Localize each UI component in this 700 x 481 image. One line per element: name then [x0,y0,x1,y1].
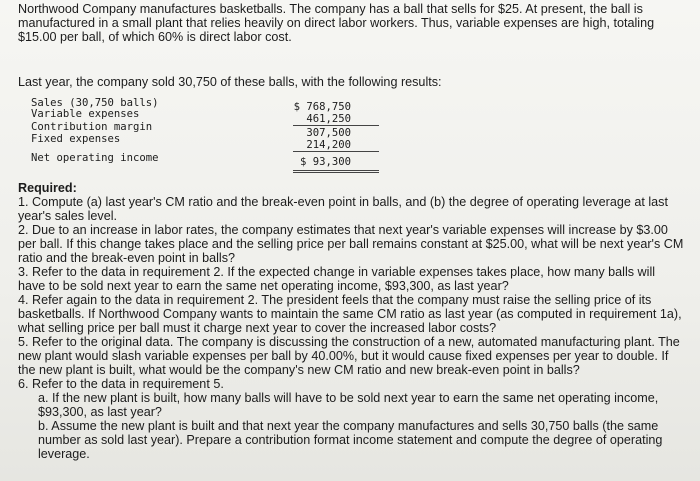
sub-requirement-item: b. Assume the new plant is built and that next year the company manufactures and sells 30,750 balls (the same number as sold last year). Prepare a contribution format income statement and compute the degree of operating leverage. [38,419,663,461]
requirement-item: 4. Refer again to the data in requirement 2. The president feels that the company must raise the selling price of its basketballs. If Northwood Company wants to maintain the same CM ratio as last year (as computed in requirement 1a), what selling price per ball must it charge next year to cover the increased labor costs? [18,293,682,335]
requirement-item: 5. Refer to the original data. The company is discussing the construction of a new, automated manufacturing plant. The new plant would slash variable expenses per ball by 40.00%, but it would cause fixed expenses per year to double. If the new plant is built, what would be the company's new CM ratio and new break-even point in balls? [18,335,680,377]
statement-double-rule [293,170,379,173]
statement-label: Net operating income [31,152,159,164]
statement-amount: $ 768,750 [293,101,351,113]
statement-amount: 461,250 [306,113,351,125]
statement-row-noi [31,152,361,168]
statement-amount: 214,200 [306,139,351,151]
sub-requirement-item: a. If the new plant is built, how many balls will have to be sold next year to earn the same net operating income, $93,300, as last year? [38,391,659,419]
requirement-item: 2. Due to an increase in labor rates, the company estimates that next year's variable expenses will increase by $3.00 per ball. If this change takes place and the selling price per ball remains constant at $25.00, what will be next year's CM ratio and the break-even point in balls? [18,223,684,265]
problem-intro: Northwood Company manufactures basketballs. The company has a ball that sells for $25. At present, the ball is manufactured in a small plant that relies heavily on direct labor workers. Thus, variable expenses are high, totaling $15.00 per ball, of which 60% is direct labor cost. [18,2,655,44]
requirement-item: 3. Refer to the data in requirement 2. If the expected change in variable expenses takes place, how many balls will have to be sold next year to earn the same net operating income, $93,300, as last year? [18,265,656,293]
statement-label: Fixed expenses [31,133,121,145]
statement-label: Sales (30,750 balls) [31,97,159,109]
statement-row-variable [31,108,361,125]
requirements-section [18,181,684,461]
statement-label: Contribution margin [31,121,153,133]
last-year-text: Last year, the company sold 30,750 of these balls, with the following results: [18,75,442,89]
requirement-item: 1. Compute (a) last year's CM ratio and the break-even point in balls, and (b) the degree of operating leverage at last year's sales level. [18,195,668,223]
requirement-item: 6. Refer to the data in requirement 5. [18,377,224,391]
statement-amount: 307,500 [306,127,351,139]
statement-row-fixed [31,133,361,151]
required-heading: Required: [18,181,77,195]
statement-amount: $ 93,300 [299,156,351,168]
statement-label: Variable expenses [31,108,140,120]
